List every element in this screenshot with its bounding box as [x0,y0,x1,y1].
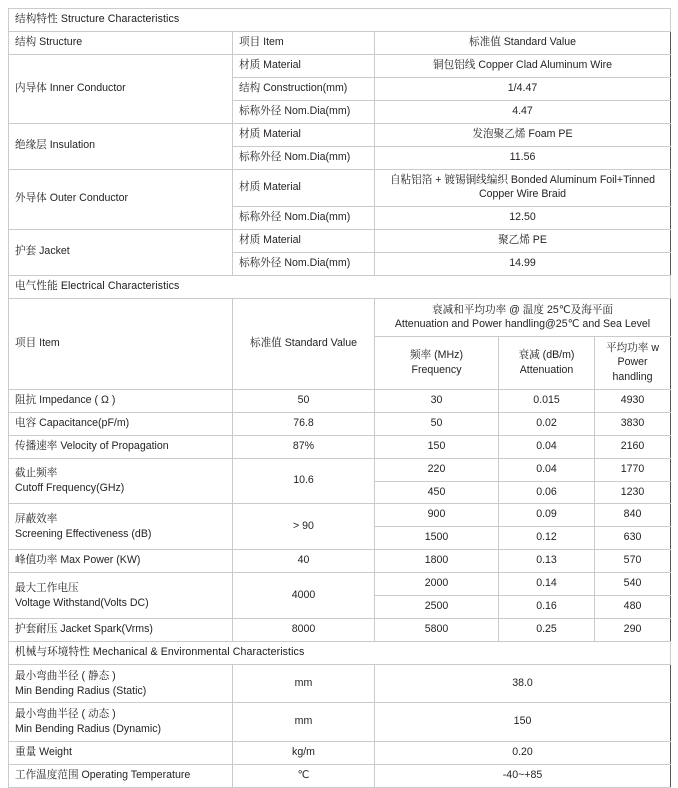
attenuation-frequency: 220 [375,458,499,481]
power-handling-value: 3830 [595,412,671,435]
attenuation-value: 0.16 [499,596,595,619]
structure-item-value: 12.50 [375,206,671,229]
electrical-row [9,458,671,481]
attenuation-value: 0.14 [499,573,595,596]
mechanical-row [9,764,671,787]
label-line-1: 截止频率 [15,467,58,480]
structure-group-label: 护套 Jacket [9,229,233,275]
attenuation-value: 0.25 [499,619,595,642]
electrical-item-label: 电容 Capacitance(pF/m) [9,412,233,435]
section-header-mechanical: 机械与环境特性 Mechanical & Environmental Characteristics [9,642,671,665]
attenuation-group-en: Attenuation and Power handling@25℃ and Sea Level [394,318,651,331]
electrical-item-value: 8000 [233,619,375,642]
label-line-1: 最大工作电压 [15,582,79,595]
structure-item-value: 4.47 [375,100,671,123]
attenuation-value: 0.02 [499,412,595,435]
section-header-row [9,275,671,298]
label-line-1: 屏蔽效率 [15,513,58,526]
electrical-item-label [9,573,233,619]
electrical-item-label: 护套耐压 Jacket Spark(Vrms) [9,619,233,642]
column-header-attenuation [499,336,595,389]
structure-row [9,229,671,252]
mechanical-row-unit: mm [233,703,375,741]
attenuation-frequency: 450 [375,481,499,504]
label-line-2: Min Bending Radius (Static) [15,684,147,697]
structure-item-label: 材质 Material [233,169,375,206]
electrical-item-value: 10.6 [233,458,375,504]
label-line-1: 最小弯曲半径 ( 动态 ) [15,708,116,721]
attenuation-group-cn: 衰减和平均功率 @ 温度 25℃及海平面 [432,303,613,316]
power-en-1: Power [617,356,648,369]
electrical-row [9,573,671,596]
structure-item-value: 11.56 [375,146,671,169]
column-header-item: 项目 Item [233,31,375,54]
electrical-item-label: 峰值功率 Max Power (KW) [9,550,233,573]
attenuation-cn: 衰减 (dB/m) [518,349,575,362]
column-header-attenuation-group [375,298,671,336]
structure-item-label: 标称外径 Nom.Dia(mm) [233,146,375,169]
label-line-2: Cutoff Frequency(GHz) [15,482,125,495]
attenuation-frequency: 900 [375,504,499,527]
power-handling-value: 290 [595,619,671,642]
attenuation-value: 0.09 [499,504,595,527]
column-header-structure: 结构 Structure [9,31,233,54]
label-line-2: Min Bending Radius (Dynamic) [15,723,162,736]
mechanical-row [9,665,671,703]
attenuation-frequency: 5800 [375,619,499,642]
mechanical-row-value: -40~+85 [375,764,671,787]
mechanical-row [9,703,671,741]
mechanical-row-unit: ℃ [233,764,375,787]
electrical-item-label: 传播速率 Velocity of Propagation [9,435,233,458]
electrical-item-value: 87% [233,435,375,458]
electrical-row [9,389,671,412]
attenuation-value: 0.04 [499,435,595,458]
structure-item-label: 标称外径 Nom.Dia(mm) [233,100,375,123]
mechanical-row-unit: mm [233,665,375,703]
mechanical-row-value: 38.0 [375,665,671,703]
power-handling-value: 1230 [595,481,671,504]
structure-item-label: 标称外径 Nom.Dia(mm) [233,252,375,275]
power-handling-value: 570 [595,550,671,573]
structure-item-label: 材质 Material [233,123,375,146]
column-header-row [9,298,671,336]
column-header-item: 项目 Item [9,298,233,389]
electrical-item-value: 40 [233,550,375,573]
power-cn: 平均功率 w [606,341,659,354]
section-header-structure: 结构特性 Structure Characteristics [9,9,671,32]
structure-item-value: 铜包铝线 Copper Clad Aluminum Wire [375,54,671,77]
structure-item-value: 聚乙烯 PE [375,229,671,252]
structure-item-label: 材质 Material [233,229,375,252]
structure-group-label: 外导体 Outer Conductor [9,169,233,229]
power-handling-value: 1770 [595,458,671,481]
frequency-cn: 频率 (MHz) [410,349,463,362]
electrical-item-label: 阻抗 Impedance ( Ω ) [9,389,233,412]
structure-item-label: 结构 Construction(mm) [233,77,375,100]
label-line-2: Voltage Withstand(Volts DC) [15,596,149,609]
mechanical-row-label: 工作温度范围 Operating Temperature [9,764,233,787]
attenuation-frequency: 50 [375,412,499,435]
structure-item-value: 14.99 [375,252,671,275]
attenuation-frequency: 1500 [375,527,499,550]
power-handling-value: 630 [595,527,671,550]
power-handling-value: 480 [595,596,671,619]
specification-table [8,8,671,788]
column-header-frequency [375,336,499,389]
mechanical-row-label: 重量 Weight [9,741,233,764]
structure-group-label: 绝缘层 Insulation [9,123,233,169]
electrical-item-value: 76.8 [233,412,375,435]
mechanical-row-label [9,703,233,741]
mechanical-row-value: 0.20 [375,741,671,764]
attenuation-frequency: 1800 [375,550,499,573]
structure-item-label: 标称外径 Nom.Dia(mm) [233,206,375,229]
specification-table-body [9,9,671,788]
attenuation-frequency: 2000 [375,573,499,596]
power-en-2: handling [612,371,653,384]
section-header-row [9,9,671,32]
electrical-row [9,550,671,573]
power-handling-value: 840 [595,504,671,527]
structure-item-value: 自粘铝箔 + 镀锡铜线编织 Bonded Aluminum Foil+Tinned Copper Wire Braid [375,169,671,206]
frequency-en: Frequency [411,363,462,376]
electrical-row [9,504,671,527]
mechanical-row-unit: kg/m [233,741,375,764]
attenuation-frequency: 150 [375,435,499,458]
attenuation-frequency: 2500 [375,596,499,619]
section-header-electrical: 电气性能 Electrical Characteristics [9,275,671,298]
label-line-2: Screening Effectiveness (dB) [15,527,152,540]
attenuation-value: 0.13 [499,550,595,573]
structure-item-value: 1/4.47 [375,77,671,100]
structure-row [9,169,671,206]
power-handling-value: 540 [595,573,671,596]
structure-row [9,123,671,146]
attenuation-en: Attenuation [519,363,574,376]
attenuation-value: 0.06 [499,481,595,504]
column-header-standard-value: 标准值 Standard Value [233,298,375,389]
power-handling-value: 2160 [595,435,671,458]
column-header-standard-value: 标准值 Standard Value [375,31,671,54]
mechanical-row [9,741,671,764]
mechanical-row-label [9,665,233,703]
mechanical-row-value: 150 [375,703,671,741]
structure-row [9,54,671,77]
electrical-row [9,619,671,642]
column-header-power-handling [595,336,671,389]
structure-group-label: 内导体 Inner Conductor [9,54,233,123]
electrical-item-label [9,458,233,504]
column-header-row [9,31,671,54]
attenuation-value: 0.015 [499,389,595,412]
structure-item-value: 发泡聚乙烯 Foam PE [375,123,671,146]
label-line-1: 最小弯曲半径 ( 静态 ) [15,670,116,683]
electrical-row [9,412,671,435]
section-header-row [9,642,671,665]
electrical-row [9,435,671,458]
electrical-item-label [9,504,233,550]
electrical-item-value: > 90 [233,504,375,550]
attenuation-value: 0.12 [499,527,595,550]
electrical-item-value: 50 [233,389,375,412]
power-handling-value: 4930 [595,389,671,412]
structure-item-label: 材质 Material [233,54,375,77]
attenuation-value: 0.04 [499,458,595,481]
electrical-item-value: 4000 [233,573,375,619]
attenuation-frequency: 30 [375,389,499,412]
